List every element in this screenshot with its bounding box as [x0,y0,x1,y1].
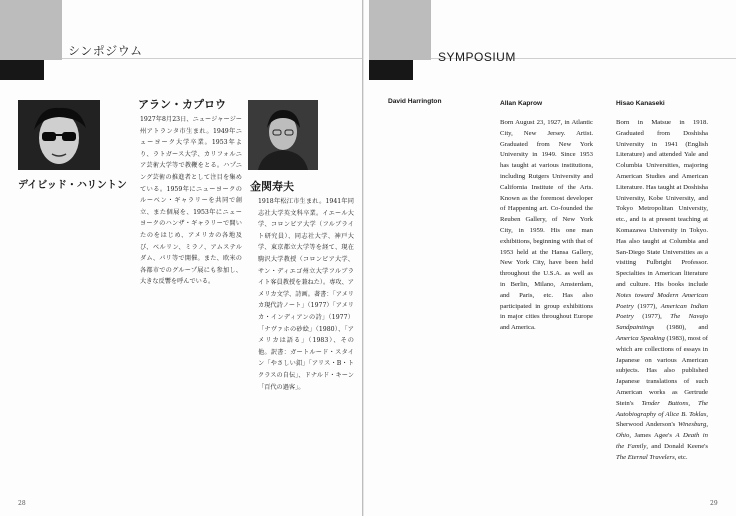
kanaseki-name-ja: 金関寿夫 [250,180,294,193]
kanaseki-bio-en [616,118,708,464]
book-title: American Indian Poetry [616,302,708,321]
bio-text: , James Agee's [629,432,676,440]
book-title: The Navajo Sandpaintings [616,313,708,332]
kaprow-bio-ja: 1927年8月23日、ニュージャージー州アトランタ市生まれ。1949年ニューヨーク大学卒業。1953年より、ラトガース大学、カリフォルニア芸術大学等で教鞭をとる。ハプニング芸術の推進者として注目を集めている。1959年にニューヨークのルーベン・ギャラリーを共同で創立、また個展を、1953年にニューヨークのハンザ・ギャラリーで開いたのをはじめ、アメリカの各地及び、ベルリン、ミラノ、アムステルダム、パリ等で開催。また、欧米の各都市でのグループ展にも参加し、大きな反響を呼んでいる。 [140,116,242,286]
kanaseki-bio-ja: 1918年松江市生まれ。1941年同志社大学英文科卒業。イエール大学、コロンビア大学（フルブライト研究員）、同志社大学、神戸大学、東京都立大学等を経て、現在駒沢大学教授（コロンビア大学、サン・ディエゴ州立大学フルブライト客員教授を兼ねた）。専攻、アメリカ文学、詩画。著書：「アメリカ現代詩ノート」（1977）「アメリカ・インディアンの詩」（1977）「ナヴァホの砂絵」（1980）、「アメリカは語る」（1983）、その他。訳書：ガートルード・スタイン「やさしい釦」「アリス・B・トクラスの自伝」、ドナルド・キーン「百代の過客」。 [258,198,354,391]
kaprow-name-en: Allan Kaprow [500,100,543,107]
header-gray-block [369,0,431,60]
kaprow-bio-en: Born August 23, 1927, in Atlantic City, New Jersey. Artist. Graduated from New York University in 1949. Since 1953 has taught at various institutions, including Rutgers University and California Institute of the Arts. Known as the foremost developer of Happening art. Co-founded the Reuben Gallery, of New York City, in 1959. His one man exhibitions, beginning with that of 1953 held at the Hansa Gallery, New York City, have been held throughout the U.S.A. as well as in Berlin, Milano, Amsterdam, and Paris, etc. Has also participated in group exhibitions in major cities throughout Europe and America. [500,119,593,332]
right-page [364,0,736,516]
kanaseki-name-en: Hisao Kanaseki [616,100,665,107]
book-title: Tender Buttons [641,399,689,407]
bio-text: , etc. [674,453,688,461]
bio-text: (1983), most of which are collections of essays in Japanese on various American subjects. Has also published Japanese translations of such American works as Gertrude Stein's [616,334,708,407]
bio-text: (1977), [633,302,661,310]
bio-text: Born in Matsue in 1918. Graduated from Doshisha University in 1941 (English Literature) and attended Yale and Columbia Universities, majoring American Studies and American Literature. Has taught at Doshisha University, Kobe University, and Tokyo Metropolitan University, etc., and is at present teaching at Komazawa University in Tokyo. Has also taught at Columbia and San-Diego State Universities as a visiting Fulbright Professor. Specialties in American literature and culture. His books include [616,119,708,288]
harrington-photo [18,100,100,170]
header-gray-block [0,0,62,60]
bio-text: , [688,399,698,407]
harrington-name-en: David Harrington [388,98,442,105]
section-title-ja: シンポジウム [68,44,143,58]
book-title: America Speaking [616,334,665,342]
bio-text: (1977), [633,313,671,321]
section-title-en: SYMPOSIUM [438,50,516,64]
left-page [0,0,363,516]
book-title: A Death in the Family [616,432,708,450]
kaprow-name-ja: アラン・カプロウ [138,98,226,111]
page-number-left: 28 [18,500,26,507]
page-number-right: 29 [710,500,718,507]
bio-text: (1980), and [654,324,708,332]
header-black-block [0,60,44,80]
book-title: Notes toward Modern American Poetry [616,291,708,310]
header-black-block [369,60,413,80]
book-title: The Autobiography of Alice B. Toklas [616,399,709,418]
bio-text: , and Donald Keene's [646,442,708,450]
book-title: Winesburg, Ohio [616,421,708,440]
bio-text: , Sherwood Anderson's [616,410,708,429]
harrington-name-ja: デイビッド・ハリントン [18,180,127,191]
kanaseki-photo [248,100,318,170]
book-title: The Eternal Travelers [616,453,675,461]
